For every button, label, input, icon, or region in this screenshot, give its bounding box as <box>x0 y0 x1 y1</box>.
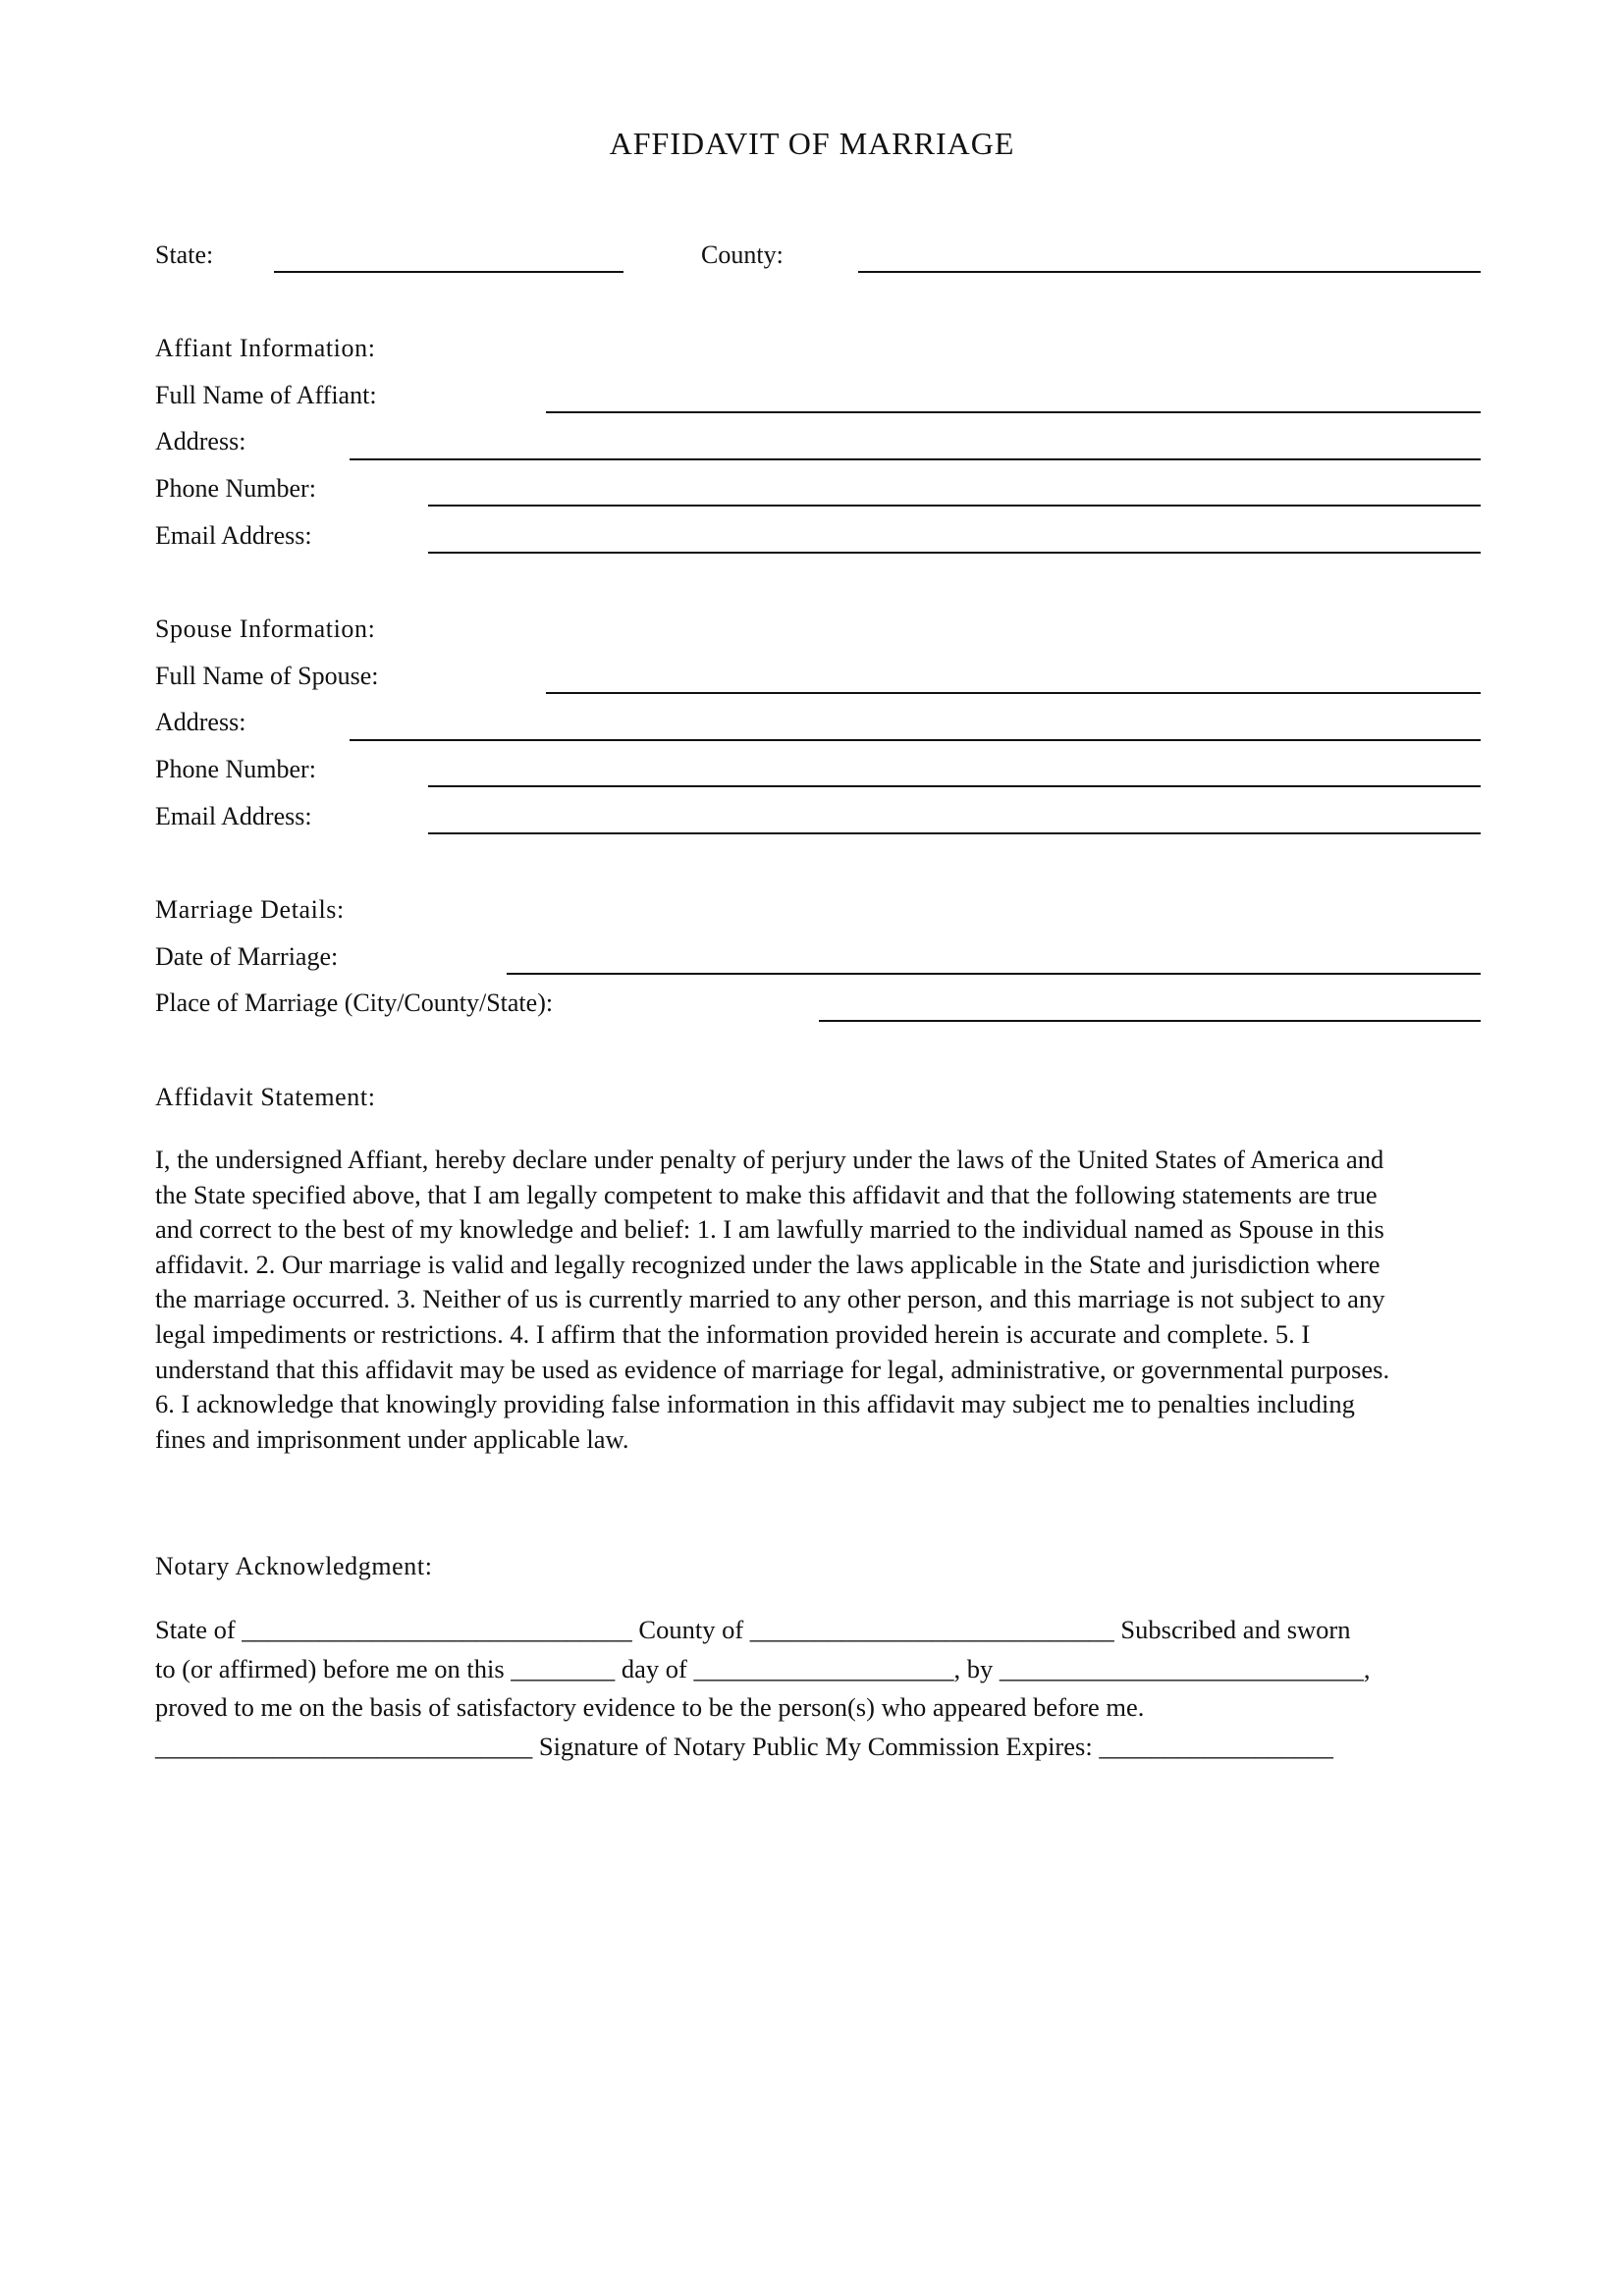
affiant-full-name-field[interactable] <box>546 411 1481 413</box>
affiant-phone-field[interactable] <box>428 505 1481 507</box>
notary-line: to (or affirmed) before me on this ________ day of ____________________, by ____________________________, <box>155 1653 1371 1683</box>
notary-section-heading: Notary Acknowledgment: <box>155 1552 433 1580</box>
spouse-phone-label: Phone Number: <box>155 755 316 783</box>
spouse-address-label: Address: <box>155 708 246 736</box>
marriage-place-label: Place of Marriage (City/County/State): <box>155 988 554 1017</box>
spouse-full-name-field[interactable] <box>546 692 1481 694</box>
notary-line: _____________________________ Signature of Notary Public My Commission Expires: __________________ <box>155 1731 1333 1761</box>
affiant-phone-label: Phone Number: <box>155 474 316 503</box>
affiant-address-label: Address: <box>155 427 246 455</box>
state-field[interactable] <box>274 271 623 273</box>
affiant-email-field[interactable] <box>428 552 1481 554</box>
state-label: State: <box>155 240 214 269</box>
marriage-section-heading: Marriage Details: <box>155 895 345 924</box>
statement-line: fines and imprisonment under applicable law. <box>155 1423 629 1454</box>
statement-line: affidavit. 2. Our marriage is valid and legally recognized under the laws applicable in the State and jurisdiction where <box>155 1249 1380 1279</box>
spouse-address-field[interactable] <box>350 739 1481 741</box>
marriage-date-label: Date of Marriage: <box>155 942 339 971</box>
statement-section-heading: Affidavit Statement: <box>155 1083 376 1111</box>
notary-line: proved to me on the basis of satisfactory evidence to be the person(s) who appeared before me. <box>155 1692 1145 1722</box>
county-label: County: <box>701 240 784 269</box>
statement-line: and correct to the best of my knowledge and belief: 1. I am lawfully married to the individual named as Spouse in this <box>155 1214 1384 1245</box>
document-title: AFFIDAVIT OF MARRIAGE <box>609 126 1015 161</box>
statement-line: legal impediments or restrictions. 4. I affirm that the information provided herein is accurate and complete. 5. I <box>155 1318 1311 1349</box>
statement-line: I, the undersigned Affiant, hereby declare under penalty of perjury under the laws of the United States of America and <box>155 1145 1384 1174</box>
affiant-address-field[interactable] <box>350 458 1481 460</box>
spouse-email-label: Email Address: <box>155 802 312 830</box>
county-field[interactable] <box>858 271 1481 273</box>
statement-line: the State specified above, that I am legally competent to make this affidavit and that the following statements are true <box>155 1179 1378 1209</box>
statement-line: 6. I acknowledge that knowingly providing false information in this affidavit may subject me to penalties including <box>155 1389 1355 1419</box>
affiant-section-heading: Affiant Information: <box>155 334 376 362</box>
marriage-date-field[interactable] <box>507 973 1481 975</box>
marriage-place-field[interactable] <box>819 1020 1481 1022</box>
affiant-full-name-label: Full Name of Affiant: <box>155 381 377 409</box>
statement-line: understand that this affidavit may be used as evidence of marriage for legal, administrative, or governmental purposes. <box>155 1354 1390 1384</box>
spouse-phone-field[interactable] <box>428 785 1481 787</box>
notary-line: State of ______________________________ County of ____________________________ Subscribed and sworn <box>155 1615 1351 1644</box>
statement-line: the marriage occurred. 3. Neither of us is currently married to any other person, and this marriage is not subject to any <box>155 1284 1385 1314</box>
spouse-section-heading: Spouse Information: <box>155 614 376 643</box>
statement-paragraph <box>155 1143 1471 1457</box>
spouse-email-field[interactable] <box>428 832 1481 834</box>
notary-block <box>155 1611 1471 1766</box>
affiant-email-label: Email Address: <box>155 521 312 550</box>
spouse-full-name-label: Full Name of Spouse: <box>155 662 379 690</box>
